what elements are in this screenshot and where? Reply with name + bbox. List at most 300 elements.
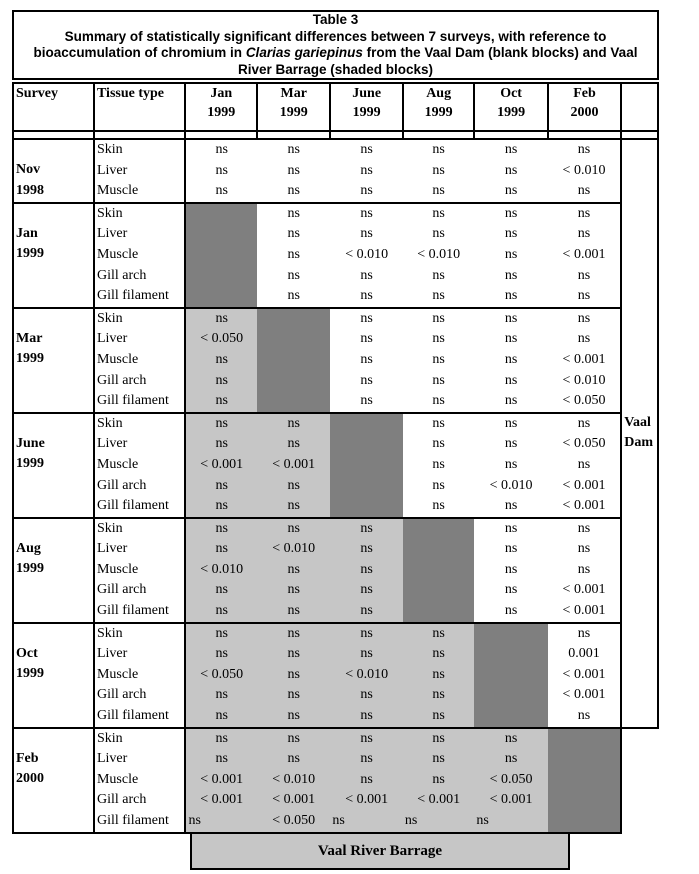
significance-value: < 0.050 [272,813,316,828]
significance-value: ns [360,708,373,724]
significance-value: ns [287,477,300,493]
significance-value: ns [215,142,228,157]
significance-value: ns [432,393,445,409]
significance-value: < 0.001 [562,666,606,682]
survey-label [13,308,94,413]
significance-value: ns [215,730,228,746]
significance-value: ns [577,205,591,221]
significance-value: ns [432,625,445,641]
significance-value: ns [215,582,228,598]
survey-row-mar-1999 [13,308,658,413]
result-cell [185,518,257,623]
diagonal-block [257,308,330,413]
survey-month: Feb [16,750,39,766]
significance-value: ns [577,183,591,199]
significance-value: ns [215,603,228,619]
significance-value: < 0.001 [562,603,606,619]
significance-value: ns [432,162,445,178]
tissue-label: Skin [96,625,123,641]
tissue-label: Skin [96,520,123,536]
survey-label [13,623,94,728]
significance-value: ns [577,310,591,326]
result-cell [330,623,402,728]
significance-value: ns [287,646,300,662]
significance-value: ns [504,288,518,304]
diagonal-block [474,623,547,728]
column-header-aug-1999 [403,83,475,131]
result-cell [185,413,257,518]
significance-value: ns [432,477,445,493]
significance-value: ns [432,142,445,157]
survey-year: 1999 [16,246,44,262]
tissue-list [94,308,185,413]
significance-value: ns [432,331,445,347]
result-cell [185,139,257,203]
result-cell [185,308,257,413]
significance-value: ns [504,351,518,367]
significance-value: < 0.010 [272,541,316,557]
significance-value: ns [215,415,228,431]
result-cell [330,203,402,308]
significance-value: < 0.050 [562,393,606,409]
significance-value: ns [504,331,518,347]
significance-value: ns [577,541,591,557]
significance-value: ns [504,582,518,598]
diagonal-block [330,413,402,518]
significance-value: ns [432,687,445,703]
significance-value: ns [360,142,373,157]
tissue-list [94,139,185,203]
significance-value: ns [504,226,518,242]
tissue-label: Liver [96,541,128,557]
significance-value: ns [360,646,373,662]
tissue-label: Muscle [96,183,139,199]
column-month: Mar [280,86,307,101]
survey-year: 1998 [16,182,44,198]
significance-value: < 0.001 [272,792,316,808]
result-cell [185,728,257,833]
significance-value: ns [287,561,300,577]
survey-header: Survey [13,83,94,131]
significance-value: ns [432,771,445,787]
diagonal-block [403,518,475,623]
significance-value: ns [215,351,228,367]
significance-value: < 0.001 [200,771,244,787]
tissue-label: Gill filament [96,393,169,409]
survey-month: Jan [16,225,38,241]
significance-value: ns [432,646,445,662]
significance-value: ns [577,226,591,242]
significance-value: ns [504,183,518,199]
significance-value: < 0.001 [562,582,606,598]
significance-value: ns [504,520,518,536]
survey-year: 1999 [16,666,44,682]
tissue-label: Gill arch [96,372,147,388]
significance-value: ns [360,520,373,536]
significance-value: ns [215,625,228,641]
significance-value: ns [215,687,228,703]
tissue-label: Gill arch [96,687,147,703]
significance-value: ns [215,372,228,388]
caption-line-2: bioaccumulation of chromium in Clarias gariepinus from the Vaal Dam (blank blocks) and Vaal [33,45,638,60]
significance-value: ns [215,393,228,409]
result-cell [474,518,547,623]
significance-value: ns [432,751,445,767]
significance-value: ns [287,666,300,682]
significance-value: ns [215,498,228,514]
significance-value: ns [287,142,300,157]
significance-value: < 0.001 [417,792,461,808]
significance-value: ns [360,393,373,409]
result-cell [403,728,475,833]
significance-value: ns [504,498,518,514]
result-cell [330,139,402,203]
significance-value: ns [577,142,591,157]
significance-value: ns [577,625,591,641]
tissue-label: Gill filament [96,603,169,619]
significance-value: ns [404,813,418,828]
column-year: 2000 [570,105,599,120]
significance-value: < 0.010 [200,561,244,577]
significance-value: ns [287,246,300,262]
significance-value: ns [215,646,228,662]
significance-value: ns [215,520,228,536]
tissue-label: Skin [96,730,123,746]
significance-value: ns [432,267,445,283]
significance-value: 0.001 [568,646,600,662]
significance-value: ns [215,183,228,199]
result-cell [403,203,475,308]
significance-value: ns [504,162,518,178]
survey-row-june-1999 [13,413,658,518]
significance-value: < 0.010 [417,246,461,262]
significance-value: ns [360,372,373,388]
significance-value: < 0.001 [562,498,606,514]
significance-value: ns [504,603,518,619]
column-month: Aug [426,86,452,101]
significance-value: ns [504,730,518,746]
survey-year: 1999 [16,456,44,472]
result-cell [330,308,402,413]
significance-value: ns [360,541,373,557]
result-cell [548,203,621,308]
significance-value: ns [287,183,300,199]
survey-month: Mar [16,330,43,346]
significance-value: ns [287,205,300,221]
significance-value: ns [360,183,373,199]
tissue-label: Skin [96,205,123,221]
column-year: 1999 [497,105,526,120]
column-month: Feb [573,86,596,101]
significance-value: ns [215,162,228,178]
result-cell [474,308,547,413]
tissue-label: Liver [96,226,128,242]
significance-value: ns [577,415,591,431]
table-title [12,10,659,80]
significance-value: ns [432,288,445,304]
significance-value: ns [577,267,591,283]
result-cell [474,139,547,203]
significance-value: ns [287,288,300,304]
tissue-label: Liver [96,751,128,767]
result-cell [548,308,621,413]
significance-value: ns [360,687,373,703]
survey-month: Nov [16,162,41,177]
tissue-label: Muscle [96,456,139,472]
column-month: Jan [210,86,233,101]
significance-value: ns [215,310,228,326]
significance-value: ns [504,393,518,409]
survey-month: June [16,435,45,451]
significance-value: ns [215,436,228,452]
significance-value: < 0.010 [272,771,316,787]
tissue-label: Skin [96,310,123,326]
vaal-dam-line-2: Dam [624,435,654,451]
result-cell [257,139,330,203]
caption-line-1: Summary of statistically significant differences between 7 surveys, with reference to [64,28,607,44]
tissue-label: Muscle [96,561,139,577]
tissue-label: Gill arch [96,267,147,283]
survey-year: 2000 [16,771,44,787]
significance-value: ns [287,751,300,767]
tissue-label: Liver [96,646,128,662]
survey-row-aug-1999 [13,518,658,623]
tissue-label: Gill arch [96,477,147,493]
tissue-header: Tissue type [94,83,185,131]
significance-value: ns [287,730,300,746]
caption-line-3: River Barrage (shaded blocks) [237,61,434,77]
significance-value: ns [287,498,300,514]
significance-value: < 0.001 [562,687,606,703]
tissue-label: Muscle [96,246,139,262]
significance-value: ns [504,751,518,767]
significance-value: ns [577,708,591,724]
survey-label [13,518,94,623]
survey-year: 1999 [16,561,44,577]
significance-value: ns [287,415,300,431]
column-header-mar-1999 [257,83,330,131]
survey-month: Oct [16,645,38,661]
column-month: June [352,86,382,101]
significance-value: ns [504,267,518,283]
result-cell [403,623,475,728]
column-month: Oct [500,86,522,101]
significance-value: ns [432,730,445,746]
significance-value: ns [432,436,445,452]
significance-value: ns [215,541,228,557]
survey-row-nov-1998 [13,139,658,203]
significance-value: ns [360,226,373,242]
significance-value: ns [577,520,591,536]
significance-value: ns [504,205,518,221]
species-name: Clarias gariepinus [245,45,363,60]
tissue-label: Skin [96,142,123,157]
survey-row-oct-1999 [13,623,658,728]
significance-value: ns [432,498,445,514]
significance-value: ns [504,456,518,472]
significance-value: ns [432,372,445,388]
significance-value: < 0.001 [489,792,533,808]
result-cell [474,413,547,518]
significance-value: ns [432,415,445,431]
tissue-list [94,518,185,623]
vaal-dam-line-1: Vaal [624,415,651,431]
significance-value: ns [287,267,300,283]
significance-value: < 0.001 [562,477,606,493]
significance-value: ns [577,561,591,577]
significance-value: ns [360,603,373,619]
survey-label [13,728,94,833]
tissue-label: Skin [96,415,123,431]
significance-value: ns [360,267,373,283]
result-cell [474,728,547,833]
significance-value: ns [360,582,373,598]
survey-year: 1999 [16,351,44,367]
result-cell [403,308,475,413]
significance-value: ns [504,372,518,388]
survey-label [13,203,94,308]
column-year: 1999 [207,105,236,120]
significance-value: ns [287,162,300,178]
tissue-label: Liver [96,162,128,178]
result-cell [257,623,330,728]
significance-value: ns [360,730,373,746]
results-table [12,82,659,834]
significance-value: ns [360,288,373,304]
table-number: Table 3 [312,12,359,27]
column-header-jan-1999 [185,83,257,131]
tissue-label: Gill arch [96,792,147,808]
tissue-list [94,728,185,833]
significance-value: ns [432,183,445,199]
significance-value: ns [215,708,228,724]
significance-value: ns [287,226,300,242]
significance-value: ns [432,205,445,221]
significance-value: ns [476,813,489,828]
tissue-label: Gill filament [96,288,169,304]
survey-month: Aug [16,540,41,556]
significance-value: < 0.001 [345,792,389,808]
significance-value: ns [287,687,300,703]
significance-value: ns [504,246,518,262]
vaal-river-barrage-label: Vaal River Barrage [190,832,570,870]
significance-value: < 0.001 [272,456,316,472]
significance-value: ns [360,625,373,641]
tissue-label: Liver [96,436,128,452]
result-cell [330,728,402,833]
significance-value: ns [360,205,373,221]
significance-value: ns [504,541,518,557]
significance-value: < 0.001 [200,456,244,472]
significance-value: ns [332,813,345,828]
result-cell [257,518,330,623]
result-cell [548,623,621,728]
significance-value: ns [215,477,228,493]
tissue-label: Gill filament [96,813,169,828]
significance-value: ns [577,288,591,304]
survey-row-feb-2000 [13,728,658,833]
significance-value: ns [287,708,300,724]
significance-value: < 0.050 [562,436,606,452]
column-header-oct-1999 [474,83,547,131]
significance-value: ns [504,415,518,431]
result-cell [403,139,475,203]
tissue-label: Muscle [96,666,139,682]
significance-value: < 0.010 [562,162,606,178]
significance-value: ns [432,666,445,682]
result-cell [548,413,621,518]
significance-value: ns [287,582,300,598]
significance-value: < 0.010 [489,477,533,493]
significance-value: ns [432,708,445,724]
significance-value: ns [360,331,373,347]
diagonal-block [548,728,621,833]
vaal-dam-label [621,139,658,728]
significance-value: < 0.010 [345,246,389,262]
significance-value: ns [504,561,518,577]
survey-label [13,413,94,518]
significance-value: ns [432,351,445,367]
significance-value: ns [188,813,201,828]
tissue-label: Gill filament [96,498,169,514]
significance-value: ns [287,625,300,641]
tissue-label: Gill arch [96,582,147,598]
column-year: 1999 [352,105,381,120]
significance-value: ns [360,751,373,767]
tissue-list [94,623,185,728]
result-cell [474,203,547,308]
tissue-list [94,203,185,308]
column-header-june-1999 [330,83,402,131]
significance-value: ns [287,436,300,452]
tissue-label: Liver [96,331,128,347]
significance-value: < 0.001 [562,351,606,367]
result-cell [548,518,621,623]
significance-value: ns [360,310,373,326]
significance-value: ns [432,456,445,472]
result-cell [185,623,257,728]
significance-value: < 0.050 [200,666,244,682]
column-header-feb-2000 [548,83,621,131]
tissue-label: Muscle [96,351,139,367]
significance-value: ns [504,310,518,326]
tissue-list [94,413,185,518]
significance-value: < 0.010 [345,666,389,682]
significance-value: ns [577,331,591,347]
result-cell [257,728,330,833]
significance-value: ns [432,310,445,326]
significance-value: ns [360,561,373,577]
tissue-label: Gill filament [96,708,169,724]
significance-value: ns [360,351,373,367]
significance-value: < 0.001 [562,246,606,262]
significance-value: < 0.001 [200,792,244,808]
result-cell [403,413,475,518]
significance-value: ns [287,520,300,536]
significance-value: < 0.050 [489,771,533,787]
result-cell [330,518,402,623]
significance-value: ns [287,603,300,619]
significance-value: ns [360,771,373,787]
significance-value: ns [504,436,518,452]
header-spacer [621,83,658,131]
significance-value: < 0.050 [200,331,244,347]
significance-value: ns [432,226,445,242]
result-cell [257,413,330,518]
tissue-label: Muscle [96,771,139,787]
significance-value: ns [215,751,228,767]
significance-value: ns [504,142,518,157]
